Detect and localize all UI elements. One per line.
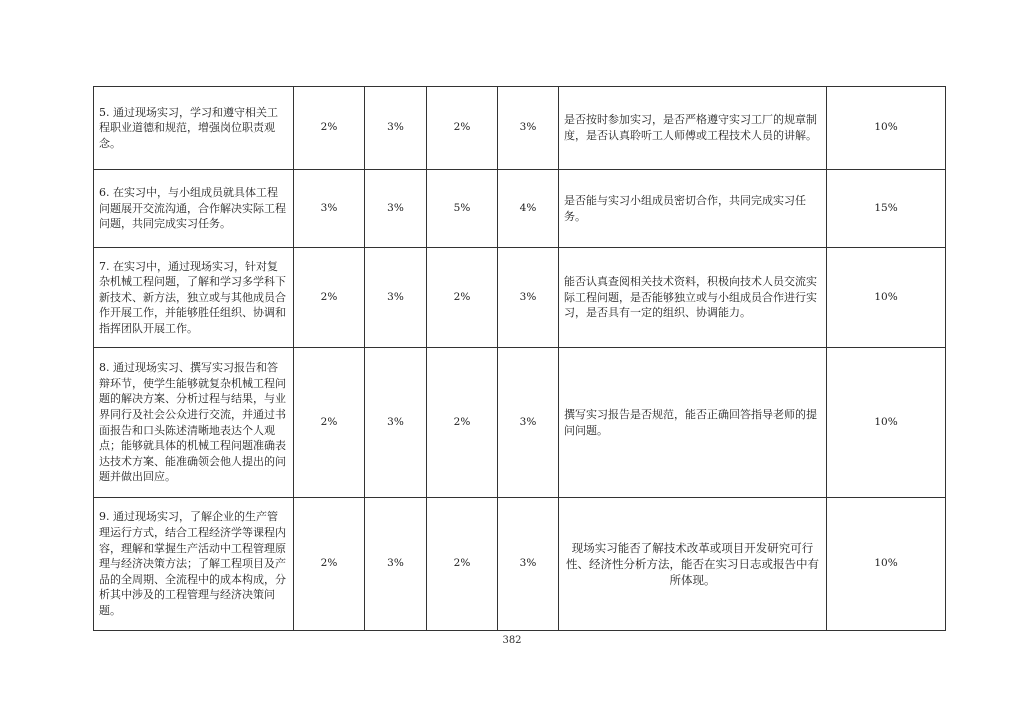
table-row (94, 87, 946, 170)
percentage-cell: 2% (294, 87, 365, 170)
percentage-cell: 2% (427, 87, 498, 170)
course-objective-cell: 9. 通过现场实习，了解企业的生产管理运行方式，结合工程经济学等课程内容，理解和掌握生产活动中工程管理原理与经济决策方法；了解工程项目及产品的全周期、全流程中的成本构成，分析其中涉及的工程管理与经济决策问题。 (94, 498, 294, 631)
assessment-criteria-cell: 是否按时参加实习，是否严格遵守实习工厂的规章制度，是否认真聆听工人师傅或工程技术人员的讲解。 (559, 87, 827, 170)
assessment-criteria-cell: 现场实习能否了解技术改革或项目开发研究可行性、经济性分析方法，能否在实习日志或报告中有所体现。 (559, 498, 827, 631)
assessment-criteria-cell: 撰写实习报告是否规范，能否正确回答指导老师的提问问题。 (559, 348, 827, 498)
percentage-cell: 2% (294, 248, 365, 348)
page-number: 382 (502, 635, 522, 646)
percentage-cell: 3% (365, 170, 427, 248)
percentage-cell: 5% (427, 170, 498, 248)
assessment-criteria-cell: 是否能与实习小组成员密切合作，共同完成实习任务。 (559, 170, 827, 248)
assessment-table (93, 86, 946, 631)
percentage-cell: 3% (294, 170, 365, 248)
percentage-cell: 3% (498, 348, 559, 498)
percentage-cell: 2% (427, 498, 498, 631)
course-objective-cell: 6. 在实习中，与小组成员就具体工程问题展开交流沟通，合作解决实际工程问题，共同完成实习任务。 (94, 170, 294, 248)
weight-cell: 10% (827, 87, 946, 170)
table-row (94, 170, 946, 248)
percentage-cell: 3% (498, 248, 559, 348)
percentage-cell: 3% (365, 498, 427, 631)
percentage-cell: 2% (427, 248, 498, 348)
percentage-cell: 2% (294, 498, 365, 631)
weight-cell: 15% (827, 170, 946, 248)
assessment-criteria-cell: 能否认真查阅相关技术资料，积极向技术人员交流实际工程问题，是否能够独立或与小组成员合作进行实习，是否具有一定的组织、协调能力。 (559, 248, 827, 348)
table-row (94, 498, 946, 631)
percentage-cell: 3% (365, 248, 427, 348)
table-row (94, 348, 946, 498)
percentage-cell: 3% (498, 498, 559, 631)
table-row (94, 248, 946, 348)
percentage-cell: 3% (365, 87, 427, 170)
course-objective-cell: 8. 通过现场实习、撰写实习报告和答辩环节，使学生能够就复杂机械工程问题的解决方案、分析过程与结果，与业界同行及社会公众进行交流，并通过书面报告和口头陈述清晰地表达个人观点；能够就具体的机械工程问题准确表达技术方案、能准确领会他人提出的问题并做出回应。 (94, 348, 294, 498)
percentage-cell: 3% (498, 87, 559, 170)
weight-cell: 10% (827, 348, 946, 498)
percentage-cell: 4% (498, 170, 559, 248)
percentage-cell: 3% (365, 348, 427, 498)
weight-cell: 10% (827, 248, 946, 348)
percentage-cell: 2% (294, 348, 365, 498)
percentage-cell: 2% (427, 348, 498, 498)
course-objective-cell: 5. 通过现场实习，学习和遵守相关工程职业道德和规范，增强岗位职责观念。 (94, 87, 294, 170)
course-objective-cell: 7. 在实习中，通过现场实习，针对复杂机械工程问题，了解和学习多学科下新技术、新方法，独立或与其他成员合作开展工作，并能够胜任组织、协调和指挥团队开展工作。 (94, 248, 294, 348)
weight-cell: 10% (827, 498, 946, 631)
